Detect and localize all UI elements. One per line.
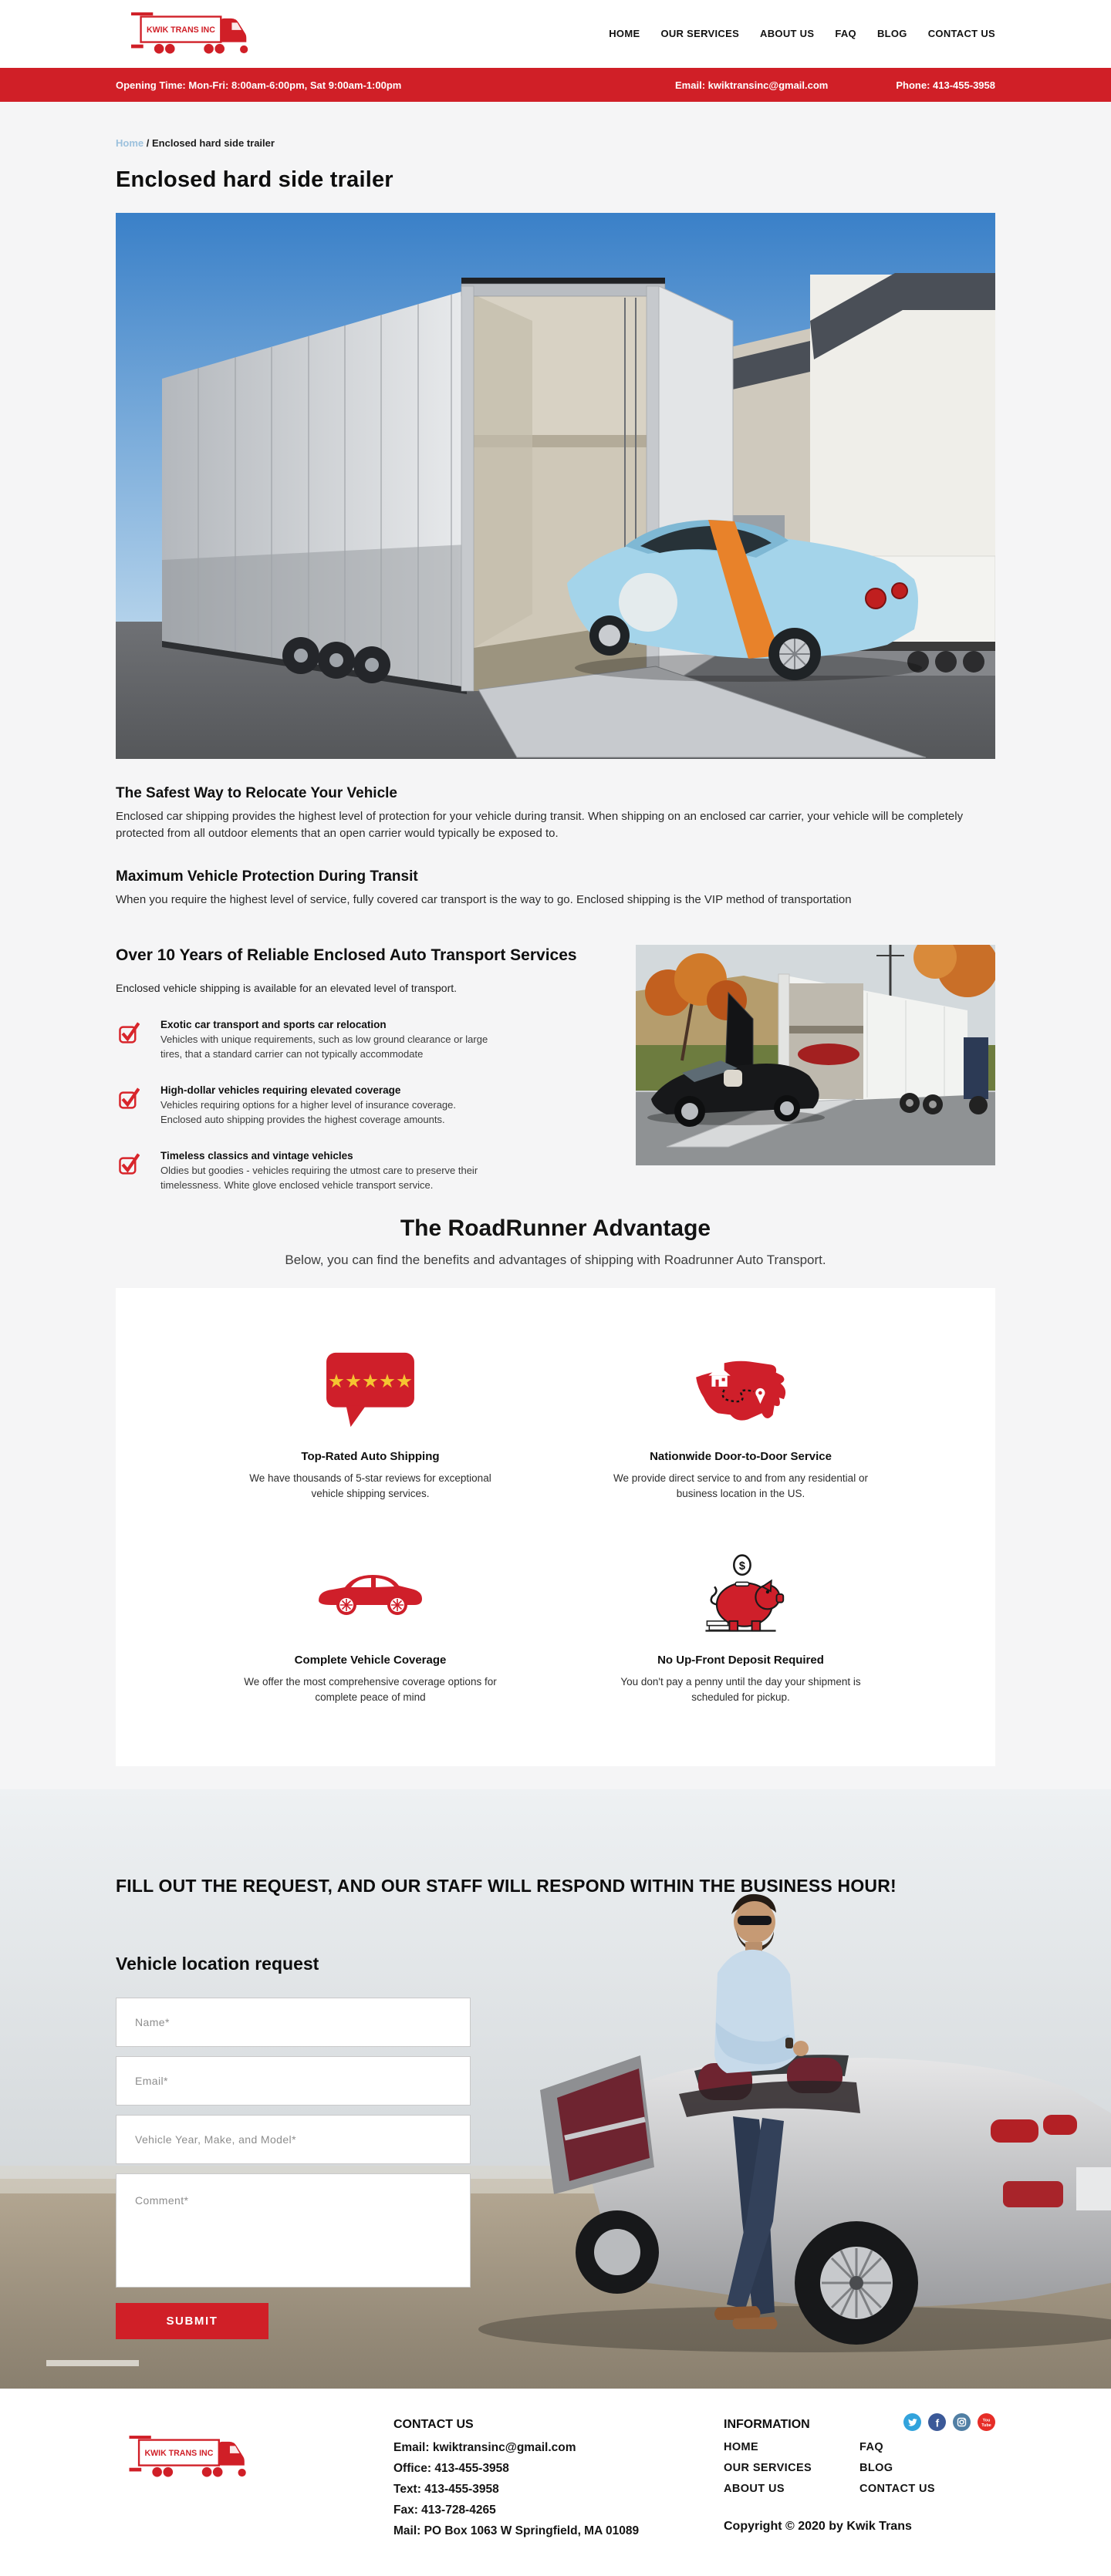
topbar-email[interactable]: Email: kwiktransinc@gmail.com: [675, 79, 829, 91]
advantage-card-top-rated: [185, 1340, 556, 1501]
nav-item-home[interactable]: HOME: [609, 28, 640, 39]
checkbox-check-icon: [118, 1021, 140, 1044]
intro-body-1: Enclosed car shipping provides the highest level of protection for your vehicle during transit. When shipping on an enclosed car carrier, your vehicle will be completely protected from all outdoor elements that an open carrier would typically be exposed to.: [116, 810, 964, 840]
social-links: [903, 2413, 995, 2431]
hero-image: [116, 213, 995, 759]
breadcrumb: [116, 102, 995, 149]
youtube-icon[interactable]: [978, 2413, 995, 2431]
advantage-card-title: No Up-Front Deposit Required: [657, 1654, 824, 1667]
service-item-body: Oldies but goodies - vehicles requiring the utmost care to preserve their timelessness. White glove enclosed vehicle transport service.: [160, 1165, 478, 1191]
nav-item-faq[interactable]: FAQ: [835, 28, 856, 39]
advantage-panel: [116, 1288, 995, 1766]
footer-contact-mail: Mail: PO Box 1063 W Springfield, MA 01089: [393, 2524, 640, 2538]
list-item: [116, 1150, 608, 1192]
five-star-review-icon: [325, 1350, 416, 1433]
advantage-card-no-deposit: [556, 1544, 926, 1704]
intro-body-2: When you require the highest level of service, fully covered car transport is the way to go. Enclosed shipping is the VIP method of transportation: [116, 892, 852, 906]
footer-link-contact-us[interactable]: CONTACT US: [859, 2483, 935, 2496]
opening-hours: Opening Time: Mon-Fri: 8:00am-6:00pm, Sat 9:00am-1:00pm: [116, 79, 402, 91]
form-title: Vehicle location request: [116, 1954, 319, 1974]
advantage-heading: The RoadRunner Advantage: [400, 1215, 711, 1241]
advantage-card-body: We offer the most comprehensive coverage options for complete peace of mind: [244, 1676, 497, 1703]
footer-link-faq[interactable]: FAQ: [859, 2441, 884, 2454]
car-icon: [312, 1563, 428, 1618]
services-section: [116, 945, 995, 1192]
advantage-card-title: Nationwide Door-to-Door Service: [650, 1449, 832, 1463]
info-topbar: [0, 68, 1111, 102]
service-item-title: Timeless classics and vintage vehicles: [160, 1150, 353, 1162]
footer-link-about-us[interactable]: ABOUT US: [724, 2483, 785, 2496]
footer-link-blog[interactable]: BLOG: [859, 2462, 893, 2475]
page-title: Enclosed hard side trailer: [116, 167, 393, 192]
facebook-icon[interactable]: [928, 2413, 946, 2431]
checkbox-check-icon: [118, 1087, 140, 1110]
truck-logo-icon: [116, 2430, 270, 2481]
advantage-card-body: We have thousands of 5-star reviews for exceptional vehicle shipping services.: [249, 1472, 491, 1499]
site-header: [0, 0, 1111, 68]
name-field[interactable]: [116, 1998, 471, 2047]
instagram-icon[interactable]: [953, 2413, 971, 2431]
advantage-card-body: You don't pay a penny until the day your shipment is scheduled for pickup.: [620, 1676, 861, 1703]
breadcrumb-separator: /: [146, 137, 150, 149]
service-item-title: Exotic car transport and sports car relocation: [160, 1019, 387, 1031]
brand-name: KWIK TRANS INC: [146, 25, 215, 35]
main-nav: [609, 27, 995, 41]
footer-link-home[interactable]: HOME: [724, 2441, 759, 2454]
svg-text:Tube: Tube: [981, 2423, 991, 2428]
request-section: [0, 1789, 1111, 2389]
review-stars: ★★★★★: [328, 1371, 413, 1393]
vehicle-field[interactable]: [116, 2115, 471, 2164]
nav-item-blog[interactable]: BLOG: [876, 28, 907, 39]
footer-contact-text: Text: 413-455-3958: [393, 2483, 499, 2497]
svg-text:You: You: [982, 2418, 991, 2423]
site-footer: [0, 2389, 1111, 2576]
service-item-body: Vehicles with unique requirements, such as low ground clearance or large tires, that a standard carrier can not typically accommodate: [160, 1033, 488, 1060]
truck-logo-icon: [116, 7, 274, 58]
list-item: [116, 1084, 608, 1127]
twitter-icon[interactable]: [903, 2413, 921, 2431]
copyright-text: Copyright © 2020 by Kwik Trans: [724, 2520, 912, 2534]
request-heading: FILL OUT THE REQUEST, AND OUR STAFF WILL RESPOND WITHIN THE BUSINESS HOUR!: [116, 1876, 897, 1897]
nav-item-contact-us[interactable]: CONTACT US: [927, 28, 995, 39]
advantage-card-title: Top-Rated Auto Shipping: [301, 1449, 440, 1463]
footer-information-heading: INFORMATION: [724, 2418, 810, 2432]
brand-logo[interactable]: [116, 7, 274, 62]
piggy-bank-icon: [692, 1550, 789, 1637]
footer-brand-logo[interactable]: [116, 2449, 270, 2484]
svg-text:f: f: [935, 2417, 940, 2429]
footer-contact-column: [393, 2418, 697, 2545]
services-subheading: Enclosed vehicle shipping is available for an elevated level of transport.: [116, 982, 458, 995]
breadcrumb-home-link[interactable]: Home: [116, 137, 144, 149]
topbar-phone[interactable]: Phone: 413-455-3958: [896, 79, 995, 91]
service-item-title: High-dollar vehicles requiring elevated coverage: [160, 1084, 401, 1097]
intro-heading-1: The Safest Way to Relocate Your Vehicle: [116, 785, 397, 801]
advantage-card-coverage: [185, 1544, 556, 1704]
brand-name: KWIK TRANS INC: [144, 2449, 214, 2459]
nav-item-our-services[interactable]: OUR SERVICES: [660, 28, 740, 39]
footer-contact-heading: CONTACT US: [393, 2418, 474, 2432]
breadcrumb-current: Enclosed hard side trailer: [152, 137, 275, 149]
svg-text:$: $: [738, 1560, 745, 1573]
footer-contact-office: Office: 413-455-3958: [393, 2462, 509, 2476]
services-check-list: [116, 1019, 608, 1192]
footer-contact-fax: Fax: 413-728-4265: [393, 2504, 496, 2517]
nav-item-about-us[interactable]: ABOUT US: [760, 28, 815, 39]
advantage-card-nationwide: [556, 1340, 926, 1501]
main-content: [116, 102, 995, 1766]
footer-contact-email: Email: kwiktransinc@gmail.com: [393, 2441, 576, 2455]
footer-information-column: [724, 2418, 995, 2545]
submit-button[interactable]: SUBMIT: [116, 2303, 268, 2339]
services-photo: [636, 945, 995, 1165]
intro-heading-2: Maximum Vehicle Protection During Transit: [116, 868, 418, 885]
advantage-section: [116, 1216, 995, 1766]
advantage-card-title: Complete Vehicle Coverage: [294, 1654, 447, 1667]
services-heading: Over 10 Years of Reliable Enclosed Auto Transport Services: [116, 946, 577, 965]
advantage-subheading: Below, you can find the benefits and advantages of shipping with Roadrunner Auto Transport.: [285, 1252, 826, 1267]
advantage-card-body: We provide direct service to and from any residential or business location in the US.: [613, 1472, 868, 1499]
comment-field[interactable]: [116, 2173, 471, 2288]
vehicle-location-request-form: [116, 1998, 471, 2339]
checkbox-check-icon: [118, 1152, 140, 1175]
footer-link-our-services[interactable]: OUR SERVICES: [724, 2462, 812, 2475]
list-item: [116, 1019, 608, 1061]
intro-section: [116, 785, 995, 908]
service-item-body: Vehicles requiring options for a higher level of insurance coverage. Enclosed auto shipping provides the highest coverage amounts.: [160, 1099, 457, 1125]
usa-map-route-icon: [690, 1353, 792, 1433]
email-field[interactable]: [116, 2056, 471, 2106]
